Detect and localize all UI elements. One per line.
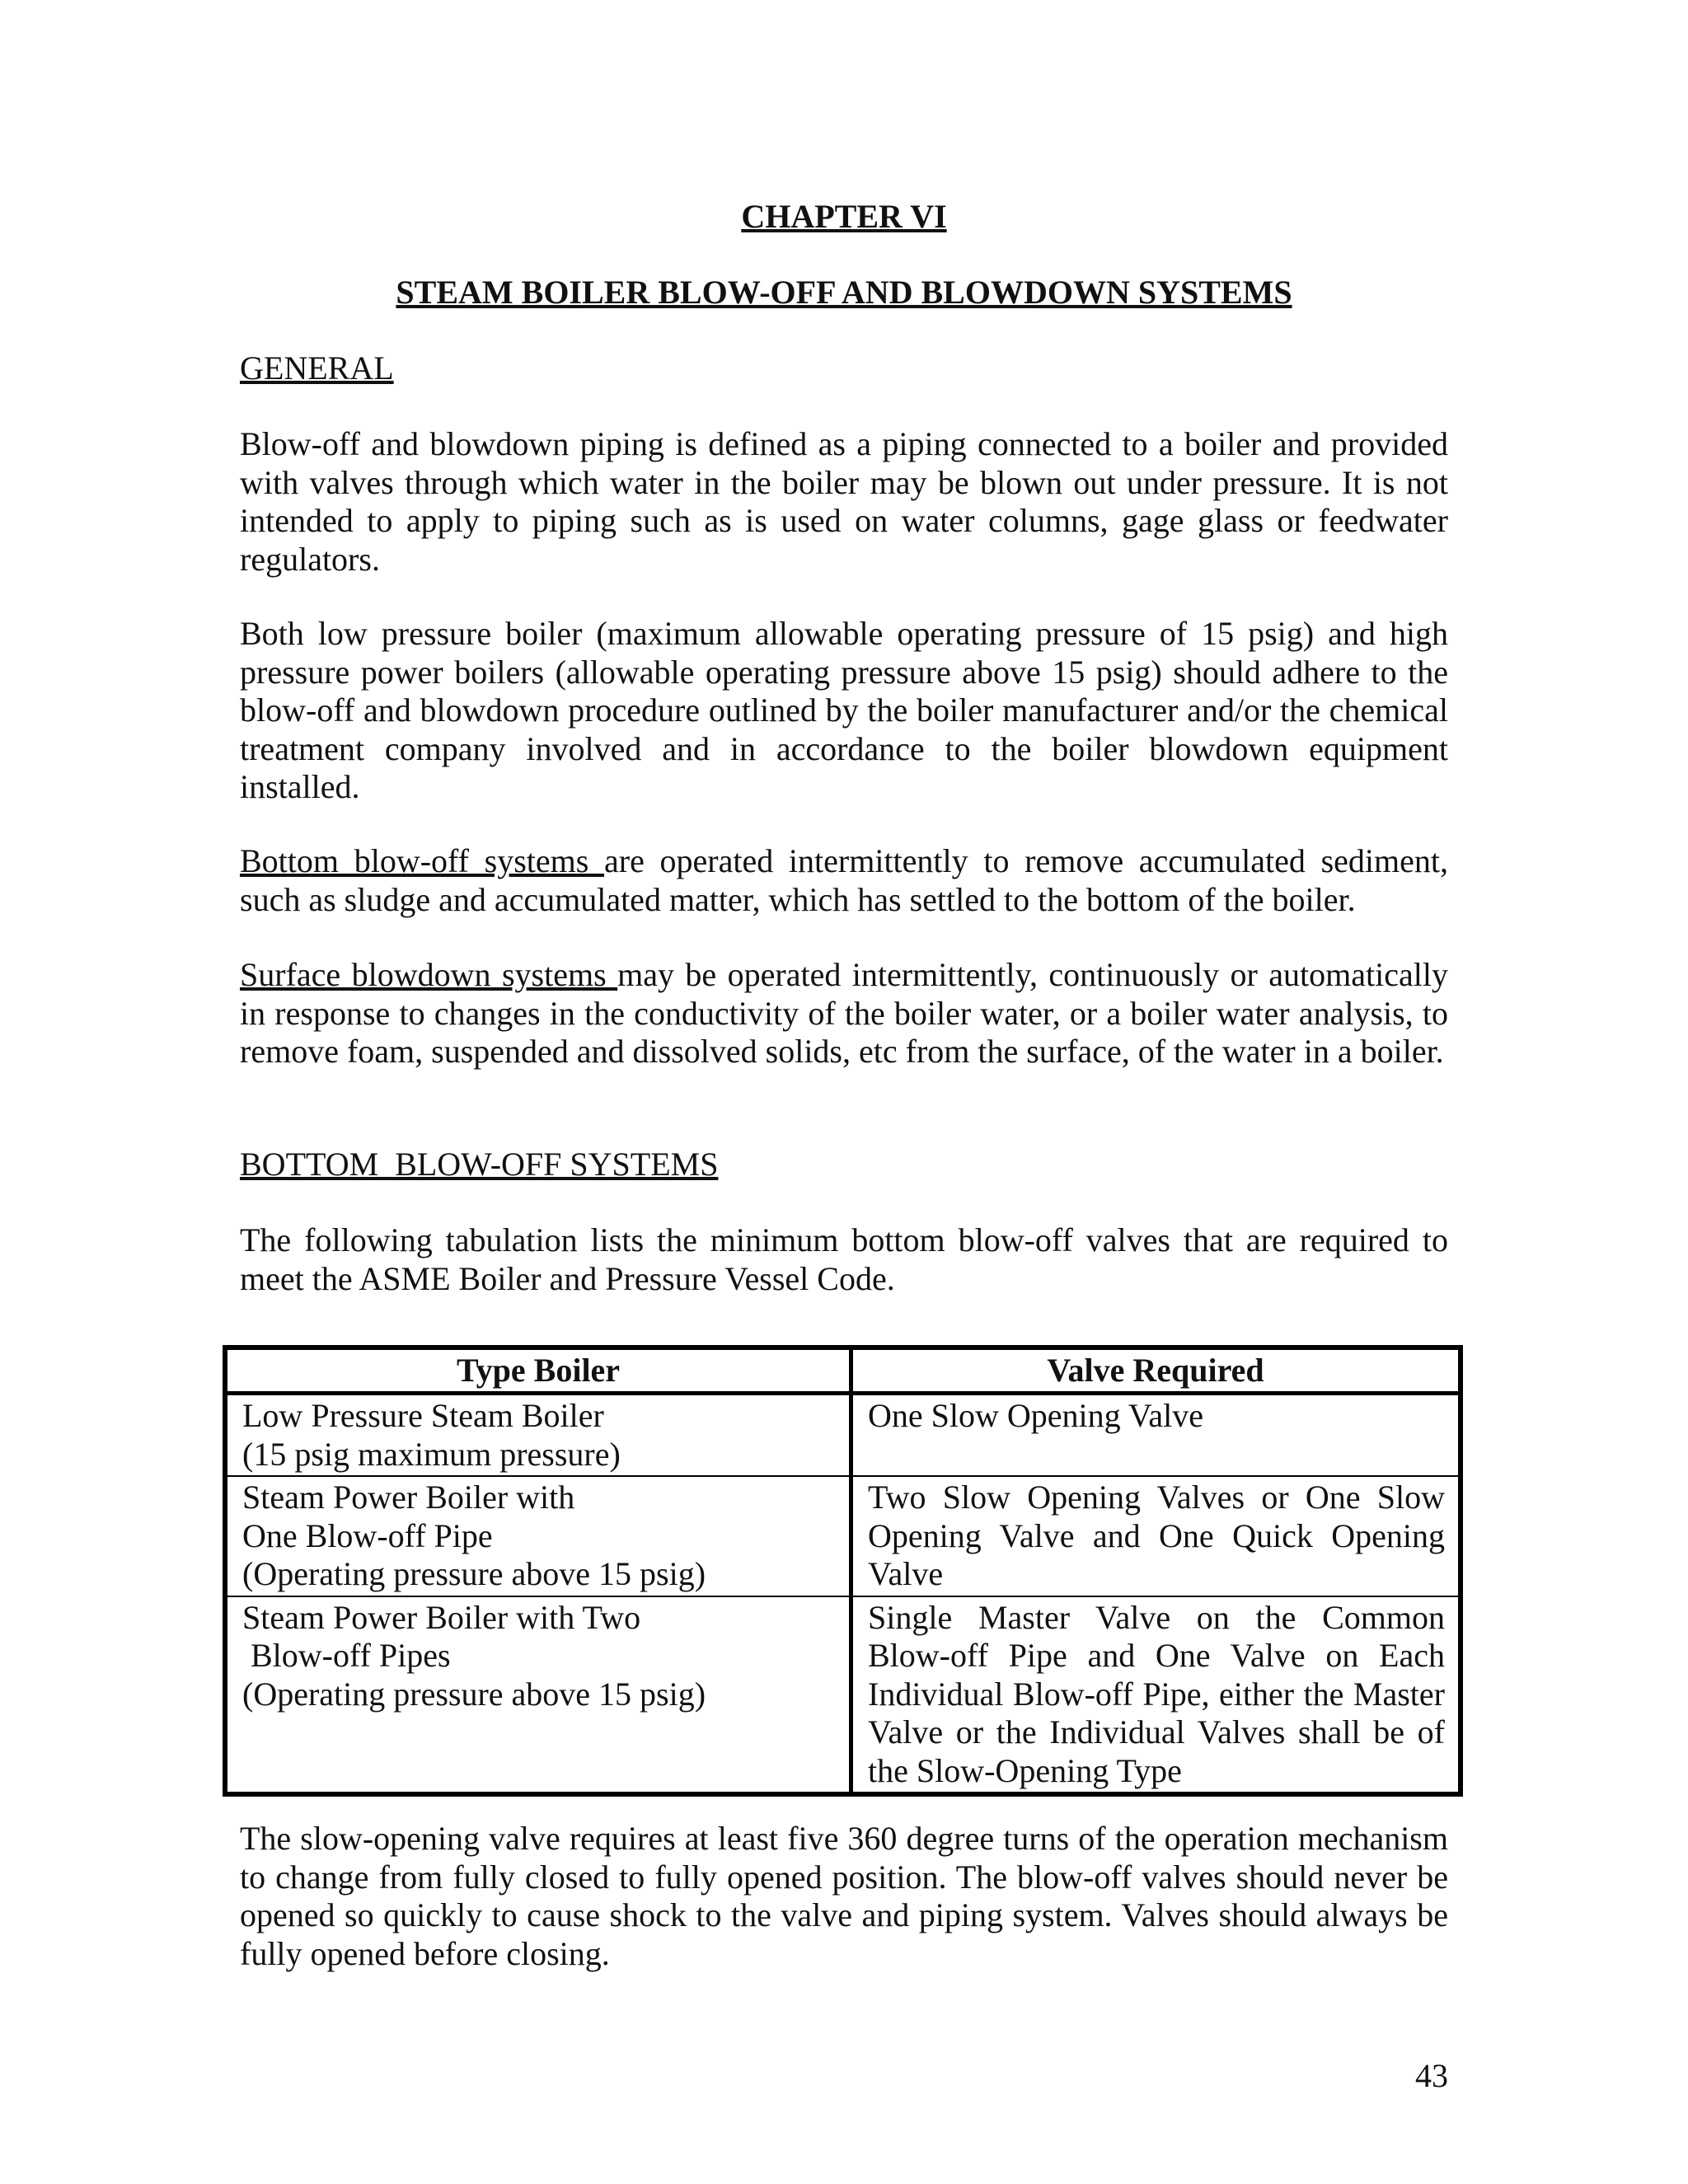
cell-line: One Blow-off Pipe — [242, 1516, 493, 1554]
table-row — [225, 1596, 1461, 1795]
page-number: 43 — [1415, 2057, 1448, 2094]
type-boiler-cell — [225, 1596, 851, 1795]
paragraph-definition: Blow-off and blowdown piping is defined as a piping connected to a boiler and provided with valves through which water in the boiler may be blown out under pressure. It is not intended to apply to piping such as is used on water columns, gage glass or feedwater regulators. — [240, 425, 1448, 578]
valve-requirements-table — [223, 1345, 1463, 1797]
cell-line: Steam Power Boiler with Two — [242, 1598, 641, 1636]
table-row — [225, 1476, 1461, 1596]
table-header-row — [225, 1347, 1461, 1394]
cell-line: Low Pressure Steam Boiler — [242, 1397, 604, 1434]
bottom-blowoff-text: are operated intermittently to remove accumulated sediment, such as sludge and accumulated matter, which has settled to the bottom of the boiler. — [240, 842, 1448, 918]
chapter-heading: CHAPTER VI — [741, 198, 947, 235]
general-heading: GENERAL — [240, 349, 394, 387]
chapter-title: STEAM BOILER BLOW-OFF AND BLOWDOWN SYSTEMS — [396, 274, 1292, 311]
paragraph-bottom-blowoff — [240, 842, 1448, 919]
paragraph-tabulation-intro: The following tabulation lists the minimum bottom blow-off valves that are required to meet the ASME Boiler and Pressure Vessel Code. — [240, 1221, 1448, 1297]
column-header-type-boiler: Type Boiler — [225, 1347, 851, 1394]
paragraph-pressure-boilers: Both low pressure boiler (maximum allowable operating pressure of 15 psig) and high pressure power boilers (allowable operating pressure above 15 psig) should adhere to the blow-off and blowdown procedure outlined by the boiler manufacturer and/or the chemical treatment company involved and in accordance to the boiler blowdown equipment installed. — [240, 615, 1448, 805]
surface-blowdown-term: Surface blowdown systems — [240, 956, 618, 993]
bottom-blowoff-heading: BOTTOM_BLOW-OFF SYSTEMS — [240, 1146, 719, 1183]
cell-line: (Operating pressure above 15 psig) — [242, 1675, 706, 1713]
valve-required-cell: Single Master Valve on the Common Blow-off Pipe and One Valve on Each Individual Blow-off Pipe, either the Master Valve or the Individual Valves shall be of the Slow-Opening Type — [851, 1596, 1461, 1795]
type-boiler-cell — [225, 1394, 851, 1477]
cell-line: Blow-off Pipes — [242, 1637, 451, 1674]
table-row — [225, 1394, 1461, 1477]
valve-required-cell: One Slow Opening Valve — [851, 1394, 1461, 1477]
paragraph-surface-blowdown — [240, 956, 1448, 1071]
surface-blowdown-text: may be operated intermittently, continuously or automatically in response to changes in the conductivity of the boiler water, or a boiler water analysis, to remove foam, suspended and dissolved solids, etc from the surface, of the water in a boiler. — [240, 956, 1448, 1070]
valve-required-cell: Two Slow Opening Valves or One Slow Opening Valve and One Quick Opening Valve — [851, 1476, 1461, 1596]
type-boiler-cell — [225, 1476, 851, 1596]
bottom-blowoff-term: Bottom blow-off systems — [240, 842, 605, 879]
column-header-valve-required: Valve Required — [851, 1347, 1461, 1394]
cell-line: Steam Power Boiler with — [242, 1479, 575, 1516]
cell-line: (15 psig maximum pressure) — [242, 1435, 621, 1473]
paragraph-slow-opening-valve: The slow-opening valve requires at least five 360 degree turns of the operation mechanism to change from fully closed to fully opened position. The blow-off valves should never be opened so quickly to cause shock to the valve and piping system. Valves should always be fully opened before closing. — [240, 1820, 1448, 1972]
cell-line: (Operating pressure above 15 psig) — [242, 1555, 706, 1592]
